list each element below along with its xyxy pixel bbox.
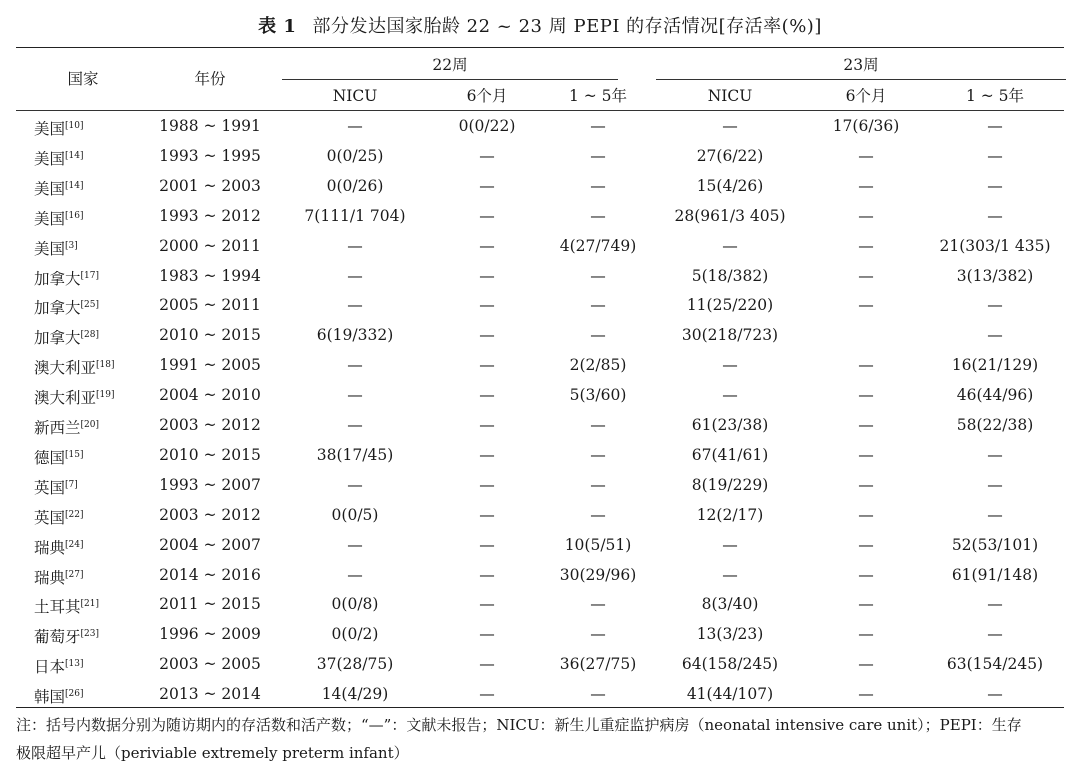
data-cell: — — [858, 206, 874, 225]
country-cell — [34, 325, 99, 348]
data-cell: — — [987, 206, 1003, 225]
country-name: 土耳其 — [34, 598, 81, 617]
data-cell: — — [722, 236, 738, 255]
data-cell: — — [590, 176, 606, 195]
header-week23: 23周 — [843, 56, 879, 74]
data-cell: 27(6/22) — [696, 146, 764, 165]
data-cell: 0(0/25) — [326, 146, 384, 165]
reference-marker: [19] — [96, 390, 115, 401]
country-name: 英国 — [34, 508, 66, 527]
reference-marker: [18] — [96, 360, 115, 371]
year-cell: 2003 ~ 2005 — [159, 655, 261, 674]
data-cell: 0(0/2) — [331, 625, 379, 644]
country-cell — [34, 295, 99, 318]
header-country: 国家 — [67, 70, 99, 88]
data-cell: — — [590, 117, 606, 135]
country-name: 瑞典 — [34, 538, 66, 557]
table-note-line1: 注：括号内数据分别为随访期内的存活数和活产数；“—”：文献未报告；NICU：新生儿重症监护病房（neonatal intensive care unit）；PEPI：生存 — [16, 716, 1022, 734]
year-cell: 2004 ~ 2010 — [159, 386, 261, 405]
data-cell: — — [858, 625, 874, 644]
reference-marker: [15] — [65, 449, 84, 460]
year-cell: 1988 ~ 1991 — [159, 117, 261, 135]
reference-marker: [26] — [65, 689, 84, 700]
country-cell — [34, 236, 78, 259]
data-cell: 46(44/96) — [956, 386, 1034, 405]
data-cell: — — [858, 356, 874, 375]
data-cell: — — [858, 296, 874, 315]
data-cell: — — [590, 505, 606, 524]
data-cell: 61(23/38) — [691, 416, 769, 434]
country-name: 加拿大 — [34, 329, 81, 348]
data-cell: — — [479, 296, 495, 315]
data-cell: — — [590, 685, 606, 704]
data-cell: 13(3/23) — [696, 625, 764, 644]
year-cell: 2013 ~ 2014 — [159, 685, 261, 704]
data-cell: — — [858, 655, 874, 674]
data-cell: — — [858, 386, 874, 405]
header-week22: 22周 — [432, 56, 468, 74]
data-cell: — — [590, 416, 606, 434]
country-name: 瑞典 — [34, 568, 66, 587]
data-cell: — — [987, 685, 1003, 704]
data-cell: — — [722, 386, 738, 405]
data-cell: 8(19/229) — [691, 475, 769, 494]
top-rule — [16, 47, 1064, 48]
data-cell: 6(19/332) — [316, 326, 394, 345]
country-name: 美国 — [34, 179, 66, 198]
data-cell: — — [479, 206, 495, 225]
data-cell: — — [987, 505, 1003, 524]
year-cell: 2004 ~ 2007 — [159, 535, 261, 554]
country-cell — [34, 535, 84, 558]
data-cell: — — [987, 475, 1003, 494]
data-cell: — — [590, 595, 606, 614]
country-name: 英国 — [34, 478, 66, 497]
data-cell: 14(4/29) — [321, 685, 389, 704]
data-cell: — — [858, 595, 874, 614]
country-name: 加拿大 — [34, 299, 81, 318]
data-cell: 30(218/723) — [681, 326, 779, 345]
year-cell: 2011 ~ 2015 — [159, 595, 261, 614]
data-cell: — — [590, 625, 606, 644]
data-cell: — — [590, 146, 606, 165]
data-cell: 37(28/75) — [316, 655, 394, 674]
data-cell: — — [479, 595, 495, 614]
data-cell: — — [479, 416, 495, 434]
data-cell: 0(0/22) — [458, 117, 516, 135]
country-cell — [34, 624, 99, 647]
data-cell: — — [858, 146, 874, 165]
reference-marker: [20] — [80, 420, 99, 430]
data-cell: — — [858, 685, 874, 704]
data-cell: — — [479, 655, 495, 674]
reference-marker: [23] — [80, 629, 99, 640]
data-cell: — — [479, 565, 495, 584]
country-cell — [34, 594, 99, 617]
year-cell: 1983 ~ 1994 — [159, 266, 261, 285]
data-cell: — — [858, 445, 874, 464]
year-cell: 1993 ~ 1995 — [159, 146, 261, 165]
subheader-0: NICU — [332, 87, 378, 105]
subheader-1: 6个月 — [466, 87, 508, 105]
data-cell: — — [722, 356, 738, 375]
data-cell: — — [858, 535, 874, 554]
country-name: 韩国 — [34, 688, 66, 707]
data-cell: 12(2/17) — [696, 505, 764, 524]
data-cell: — — [479, 505, 495, 524]
data-cell: 58(22/38) — [956, 416, 1034, 434]
data-cell: 17(6/36) — [832, 117, 900, 135]
table-number: 表 1 — [258, 16, 297, 37]
country-name: 澳大利亚 — [34, 389, 97, 408]
subheader-2: 1 ~ 5年 — [568, 87, 628, 105]
country-cell — [34, 385, 115, 408]
data-cell: 8(3/40) — [701, 595, 759, 614]
data-cell: 2(2/85) — [569, 356, 627, 375]
country-cell — [34, 116, 84, 139]
data-cell: — — [722, 535, 738, 554]
data-cell: — — [858, 505, 874, 524]
country-cell — [34, 505, 84, 528]
table-caption: 部分发达国家胎龄 22 ~ 23 周 PEPI 的存活情况[存活率(%)] — [312, 16, 822, 37]
data-cell: — — [479, 535, 495, 554]
data-cell: 64(158/245) — [681, 655, 779, 674]
year-cell: 2010 ~ 2015 — [159, 445, 261, 464]
data-cell: — — [858, 236, 874, 255]
data-cell: 67(41/61) — [691, 445, 769, 464]
reference-marker: [7] — [65, 479, 78, 490]
table-note-line2: 极限超早产儿（periviable extremely preterm infant） — [16, 744, 409, 762]
data-cell: 10(5/51) — [564, 535, 632, 554]
data-cell: 0(0/5) — [331, 505, 379, 524]
country-cell — [34, 684, 84, 707]
reference-marker: [28] — [80, 330, 99, 341]
data-cell: — — [987, 326, 1003, 345]
header-year: 年份 — [194, 70, 226, 88]
bottom-rule — [16, 707, 1064, 708]
data-cell: 7(111/1 704) — [304, 206, 406, 225]
data-cell: — — [987, 117, 1003, 135]
reference-marker: [16] — [65, 210, 84, 221]
country-name: 葡萄牙 — [34, 628, 81, 647]
data-cell: 11(25/220) — [686, 296, 774, 315]
data-cell: — — [858, 266, 874, 285]
data-cell: — — [347, 266, 363, 285]
year-cell: 2003 ~ 2012 — [159, 505, 261, 524]
data-cell: — — [590, 326, 606, 345]
data-cell: — — [722, 117, 738, 135]
subheader-3: NICU — [707, 87, 753, 105]
country-cell — [34, 475, 78, 498]
data-cell: 41(44/107) — [686, 685, 774, 704]
year-cell: 2001 ~ 2003 — [159, 176, 261, 195]
data-cell: 28(961/3 405) — [674, 206, 786, 225]
data-cell: 4(27/749) — [559, 236, 637, 255]
reference-marker: [13] — [65, 659, 84, 670]
header-rule — [16, 110, 1064, 111]
reference-marker: [3] — [65, 240, 78, 251]
country-name: 美国 — [34, 239, 66, 258]
reference-marker: [14] — [65, 150, 84, 161]
data-cell: — — [987, 176, 1003, 195]
country-cell — [34, 415, 99, 438]
week23-rule — [656, 79, 1066, 80]
data-cell: — — [590, 445, 606, 464]
data-cell: — — [722, 565, 738, 584]
data-cell: 52(53/101) — [951, 535, 1039, 554]
data-cell: 16(21/129) — [951, 356, 1039, 375]
data-cell: — — [479, 625, 495, 644]
data-cell: — — [347, 565, 363, 584]
data-cell: 30(29/96) — [559, 565, 637, 584]
data-cell: — — [479, 685, 495, 704]
reference-marker: [27] — [65, 569, 84, 580]
data-cell: — — [347, 356, 363, 375]
data-cell: — — [987, 595, 1003, 614]
year-cell: 2000 ~ 2011 — [159, 236, 261, 255]
data-cell: — — [347, 117, 363, 135]
data-cell: — — [479, 266, 495, 285]
data-cell: — — [858, 416, 874, 434]
data-cell: 0(0/26) — [326, 176, 384, 195]
data-cell: 38(17/45) — [316, 445, 394, 464]
country-cell — [34, 266, 99, 289]
subheader-5: 1 ~ 5年 — [965, 87, 1025, 105]
year-cell: 1993 ~ 2012 — [159, 206, 261, 225]
reference-marker: [14] — [65, 180, 84, 191]
country-name: 美国 — [34, 149, 66, 168]
data-cell: — — [858, 565, 874, 584]
data-cell: 5(3/60) — [569, 386, 627, 405]
year-cell: 2003 ~ 2012 — [159, 416, 261, 434]
data-cell: — — [987, 146, 1003, 165]
data-cell: 61(91/148) — [951, 565, 1039, 584]
year-cell: 2005 ~ 2011 — [159, 296, 261, 315]
country-cell — [34, 146, 84, 169]
week22-rule — [282, 79, 618, 80]
data-cell: 21(303/1 435) — [939, 236, 1051, 255]
country-cell — [34, 654, 84, 677]
country-name: 加拿大 — [34, 269, 81, 288]
data-cell: — — [479, 386, 495, 405]
data-cell: — — [347, 475, 363, 494]
country-name: 澳大利亚 — [34, 359, 97, 378]
data-cell: 15(4/26) — [696, 176, 764, 195]
data-cell: — — [347, 416, 363, 434]
data-cell: — — [479, 475, 495, 494]
data-cell: — — [347, 535, 363, 554]
country-cell — [34, 355, 115, 378]
country-cell — [34, 206, 84, 229]
data-cell: — — [479, 146, 495, 165]
data-cell: — — [479, 236, 495, 255]
data-cell: — — [590, 266, 606, 285]
data-cell: — — [987, 625, 1003, 644]
country-cell — [34, 445, 84, 468]
year-cell: 2010 ~ 2015 — [159, 326, 261, 345]
reference-marker: [10] — [65, 121, 84, 131]
data-cell: — — [987, 296, 1003, 315]
data-cell: — — [479, 445, 495, 464]
reference-marker: [25] — [80, 300, 99, 311]
reference-marker: [17] — [80, 270, 99, 281]
data-cell: — — [347, 386, 363, 405]
country-name: 日本 — [34, 658, 66, 677]
data-cell: 3(13/382) — [956, 266, 1034, 285]
data-cell: — — [347, 236, 363, 255]
reference-marker: [24] — [65, 539, 84, 550]
data-cell: — — [479, 176, 495, 195]
country-cell — [34, 176, 84, 199]
reference-marker: [21] — [80, 599, 99, 610]
data-cell: — — [590, 475, 606, 494]
data-cell: 63(154/245) — [946, 655, 1044, 674]
data-cell: 0(0/8) — [331, 595, 379, 614]
reference-marker: [22] — [65, 509, 84, 520]
year-cell: 2014 ~ 2016 — [159, 565, 261, 584]
data-cell: 36(27/75) — [559, 655, 637, 674]
data-cell: — — [858, 176, 874, 195]
country-name: 美国 — [34, 209, 66, 228]
table-title — [0, 12, 1080, 38]
country-name: 德国 — [34, 448, 66, 467]
data-cell: — — [590, 296, 606, 315]
data-cell: — — [590, 206, 606, 225]
data-cell: — — [347, 296, 363, 315]
data-cell: — — [479, 326, 495, 345]
year-cell: 1991 ~ 2005 — [159, 356, 261, 375]
subheader-4: 6个月 — [845, 87, 887, 105]
data-cell: 5(18/382) — [691, 266, 769, 285]
data-cell: — — [987, 445, 1003, 464]
country-name: 美国 — [34, 120, 66, 138]
year-cell: 1996 ~ 2009 — [159, 625, 261, 644]
year-cell: 1993 ~ 2007 — [159, 475, 261, 494]
data-cell: — — [479, 356, 495, 375]
country-cell — [34, 565, 84, 588]
country-name: 新西兰 — [34, 419, 81, 437]
data-cell: — — [858, 475, 874, 494]
